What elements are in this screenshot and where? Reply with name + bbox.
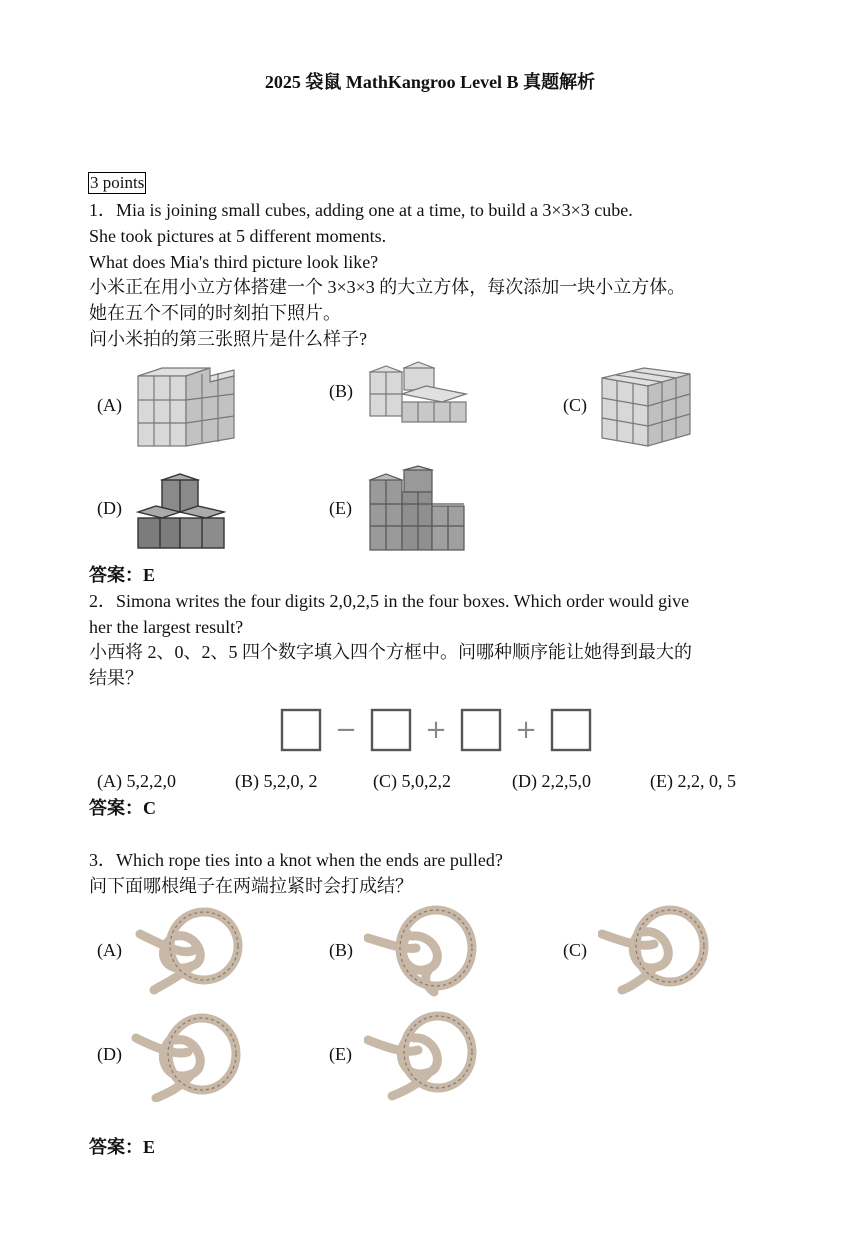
- q2-choice-a: (A) 5,2,2,0: [97, 771, 176, 791]
- q1-option-a-label: (A): [97, 395, 122, 415]
- q2-choice-d: (D) 2,2,5,0: [512, 771, 591, 791]
- q1-figure-a-cube-structure: [132, 362, 238, 454]
- q2-text-en-2: her the largest result?: [89, 617, 244, 637]
- q2-operator-minus: −: [335, 715, 357, 745]
- q3-rope-a: [134, 906, 244, 996]
- q2-operator-plus-1: +: [425, 715, 447, 745]
- page-title: 2025 袋鼠 MathKangroo Level B 真题解析: [264, 72, 596, 92]
- q2-box-2: [372, 710, 410, 750]
- q2-box-3: [462, 710, 500, 750]
- q3-rope-b: [364, 904, 480, 998]
- q1-figure-b-cube-structure: [366, 360, 468, 426]
- q1-text-zh-3: 问小米拍的第三张照片是什么样子?: [89, 329, 367, 349]
- q3-option-b-label: (B): [329, 940, 353, 960]
- q2-choice-e: (E) 2,2, 0, 5: [650, 771, 736, 791]
- q1-text-en-1: 1．Mia is joining small cubes, adding one at a time, to build a 3×3×3 cube.: [89, 200, 633, 220]
- q1-figure-e-cube-structure: [366, 464, 468, 554]
- q1-option-e-label: (E): [329, 498, 352, 518]
- q1-text-zh-2: 她在五个不同的时刻拍下照片。: [89, 303, 341, 323]
- q2-answer: 答案：C: [89, 798, 156, 818]
- q1-option-c-label: (C): [563, 395, 587, 415]
- q3-option-a-label: (A): [97, 940, 122, 960]
- q2-text-zh-2: 结果？: [89, 668, 143, 688]
- q3-rope-d: [130, 1010, 242, 1102]
- q3-answer: 答案：E: [89, 1137, 156, 1157]
- section-points-label: 3 points: [90, 173, 145, 192]
- q1-answer: 答案：E: [89, 565, 156, 585]
- q2-box-4: [552, 710, 590, 750]
- q1-option-b-label: (B): [329, 381, 353, 401]
- q1-text-en-2: She took pictures at 5 different moments.: [89, 226, 387, 246]
- q1-text-en-3: What does Mia's third picture look like?: [89, 252, 379, 272]
- q1-figure-c-full-cube: [598, 364, 694, 450]
- q2-box-1: [282, 710, 320, 750]
- q2-text-zh-1: 小西将 2、0、2、5 四个数字填入四个方框中。问哪种顺序能让她得到最大的: [89, 642, 692, 662]
- q1-figure-d-cube-structure: [134, 470, 228, 552]
- q1-option-d-label: (D): [97, 498, 122, 518]
- q3-text-zh-1: 问下面哪根绳子在两端拉紧时会打成结？: [89, 876, 413, 896]
- q2-text-en-1: 2．Simona writes the four digits 2,0,2,5 in the four boxes. Which order would give: [89, 591, 690, 611]
- q3-option-e-label: (E): [329, 1044, 352, 1064]
- q3-rope-e: [364, 1008, 480, 1102]
- q3-option-d-label: (D): [97, 1044, 122, 1064]
- q3-option-c-label: (C): [563, 940, 587, 960]
- q2-choice-b: (B) 5,2,0, 2: [235, 771, 318, 791]
- q3-rope-c: [598, 904, 710, 996]
- q1-text-zh-1: 小米正在用小立方体搭建一个 3×3×3 的大立方体，每次添加一块小立方体。: [89, 277, 686, 297]
- q2-operator-plus-2: +: [515, 715, 537, 745]
- q2-box-expression: [276, 702, 600, 756]
- q3-text-en-1: 3．Which rope ties into a knot when the ends are pulled?: [89, 850, 503, 870]
- q2-choice-c: (C) 5,0,2,2: [373, 771, 451, 791]
